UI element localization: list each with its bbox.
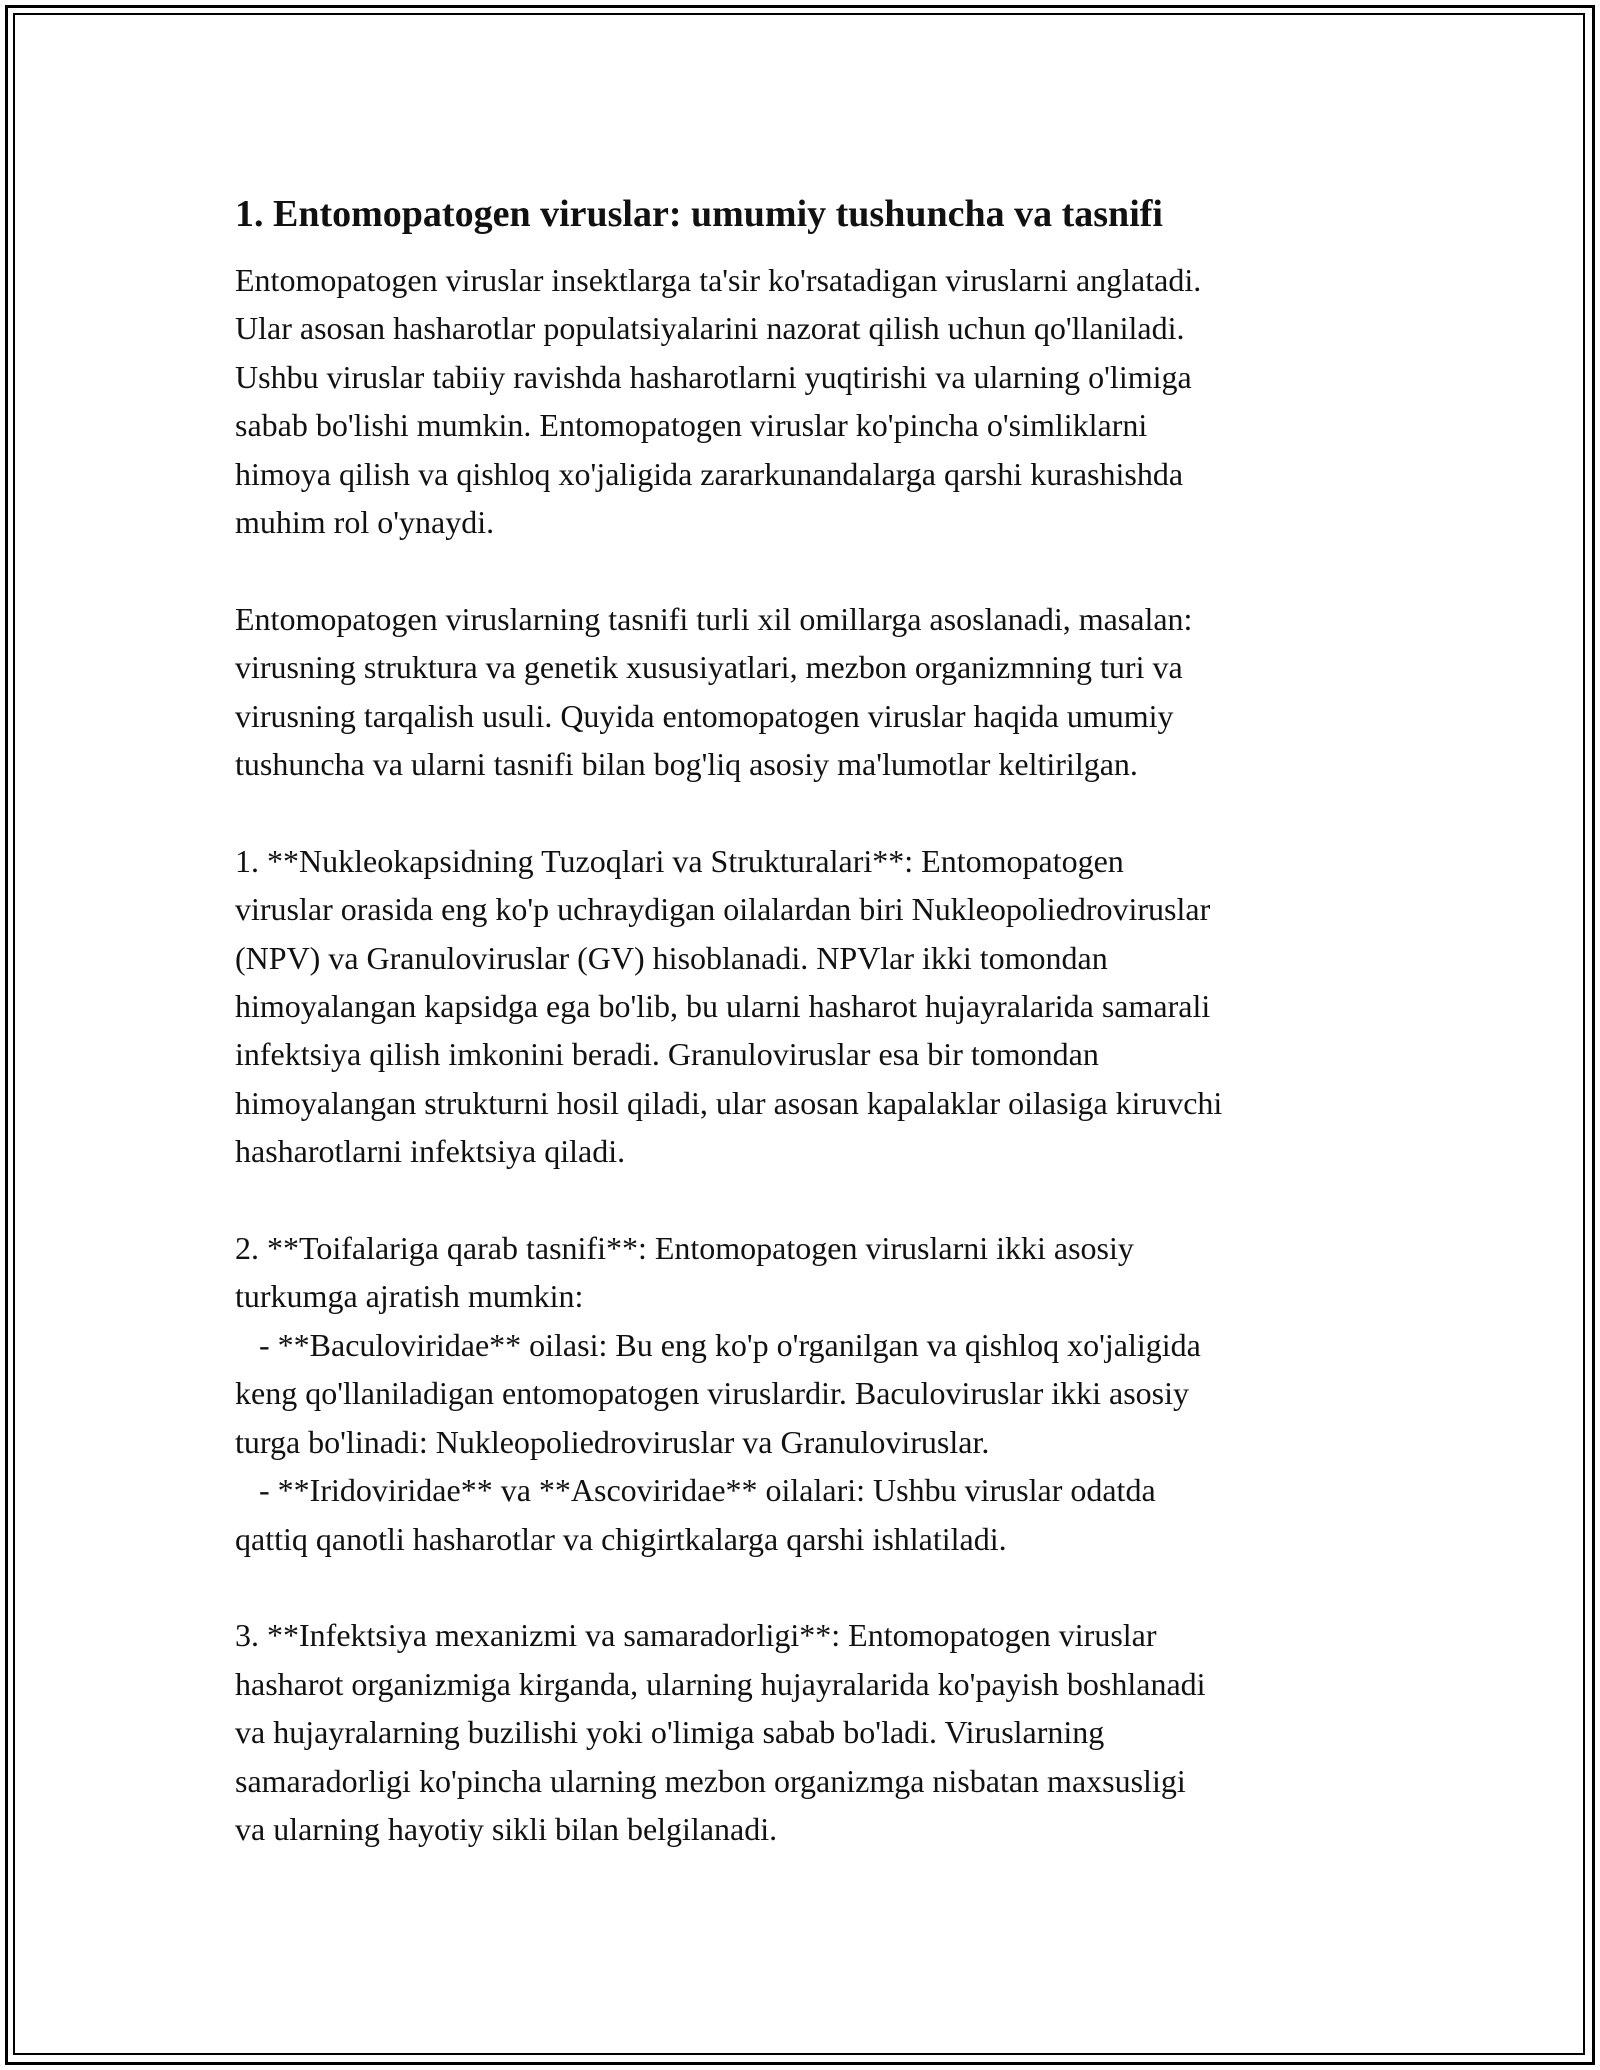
document-title: 1. Entomopatogen viruslar: umumiy tushuncha va tasnifi [235, 193, 1163, 235]
paragraph-spacer [235, 1563, 1385, 1611]
paragraph-intro: Entomopatogen viruslar insektlarga ta'sir ko'rsatadigan viruslarni anglatadi. Ular asosan hasharotlar populatsiyalarini nazorat qilish uchun qo'llaniladi. Ushbu viruslar tabiiy ravishda hasharotlarni yuqtirishi va ularning o'limiga sabab bo'lishi mumkin. Entomopatogen viruslar ko'pincha o'simliklarni himoya qilish va qishloq xo'jaligida zararkunandalarga qarshi kurashishda muhim rol o'ynaydi. [235, 262, 1202, 541]
paragraph-point-2: 2. **Toifalariga qarab tasnifi**: Entomopatogen viruslarni ikki asosiy turkumga ajratish mumkin: - **Baculoviridae** oilasi: Bu eng ko'p o'rganilgan va qishloq xo'jaligida keng qo'llaniladigan entomopatogen viruslardir. Baculoviruslar ikki asosiy turga bo'linadi: Nukleopoliedroviruslar va Granuloviruslar. - **Iridoviridae** va **Ascoviridae** oilalari: Ushbu viruslar odatda qattiq qanotli hasharotlar va chigirtkalarga qarshi ishlatiladi. [235, 1230, 1201, 1557]
paragraph-point-3: 3. **Infektsiya mexanizmi va samaradorligi**: Entomopatogen viruslar hasharot organizmiga kirganda, ularning hujayralarida ko'payish boshlanadi va hujayralarning buzilishi yoki o'limiga sabab bo'ladi. Viruslarning samaradorligi ko'pincha ularning mezbon organizmga nisbatan maxsusligi va ularning hayotiy sikli bilan belgilanadi. [235, 1617, 1206, 1847]
paragraph-spacer [235, 546, 1385, 594]
paragraph-point-1: 1. **Nukleokapsidning Tuzoqlari va Strukturalari**: Entomopatogen viruslar orasida eng ko'p uchraydigan oilalardan biri Nukleopoliedroviruslar (NPV) va Granuloviruslar (GV) hisoblanadi. NPVlar ikki tomondan himoyalangan kapsidga ega bo'lib, bu ularni hasharot hujayralarida samarali infektsiya qilish imkonini beradi. Granuloviruslar esa bir tomondan himoyalangan strukturni hosil qiladi, ular asosan kapalaklar oilasiga kiruvchi hasharotlarni infektsiya qiladi. [235, 842, 1223, 1170]
paragraph-classification: Entomopatogen viruslarning tasnifi turli xil omillarga asoslanadi, masalan: virusning struktura va genetik xususiyatlari, mezbon organizmning turi va virusning tarqalish usuli. Quyida entomopatogen viruslar haqida umumiy tushuncha va ularni tasnifi bilan bog'liq asosiy ma'lumotlar keltirilgan. [235, 600, 1193, 783]
paragraph-spacer [235, 788, 1385, 836]
document-body [235, 188, 1385, 1853]
paragraph-spacer [235, 1176, 1385, 1224]
